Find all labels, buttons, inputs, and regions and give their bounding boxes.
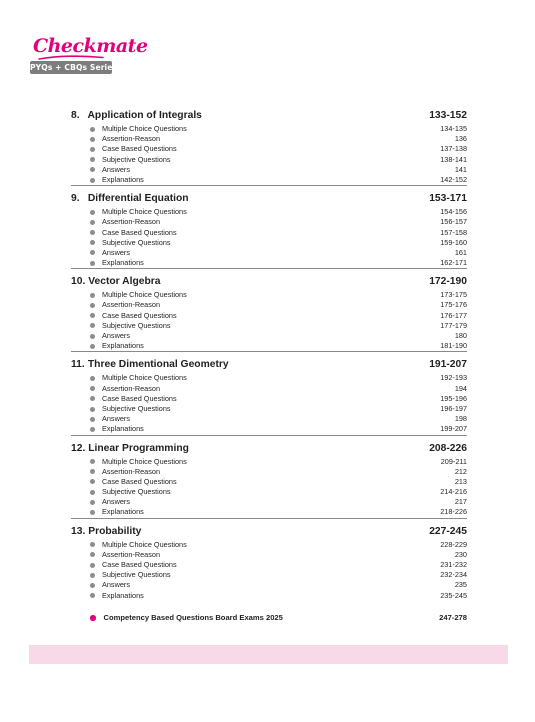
chapter-title: Vector Algebra	[88, 276, 161, 288]
chapter-number: 12.	[71, 442, 86, 454]
list-item[interactable]	[71, 580, 467, 590]
item-label: Assertion-Reason	[102, 466, 160, 476]
item-pages: 235-245	[440, 590, 467, 600]
item-pages: 137-138	[440, 144, 467, 154]
item-pages: 142-152	[440, 174, 467, 184]
item-label: Subjective Questions	[102, 237, 171, 247]
item-pages: 136	[454, 134, 467, 144]
item-label: Assertion-Reason	[102, 549, 160, 559]
chapter-heading[interactable]	[71, 523, 467, 540]
item-pages: 159-160	[440, 237, 467, 247]
chapter-number: 13.	[71, 525, 86, 537]
bullet-icon	[90, 386, 95, 391]
item-label: Multiple Choice Questions	[102, 373, 187, 383]
bullet-icon	[90, 417, 95, 422]
bullet-icon	[90, 323, 95, 328]
item-pages: 156-157	[440, 217, 467, 227]
list-item[interactable]	[71, 155, 467, 165]
item-label: Case Based Questions	[102, 310, 177, 320]
list-item[interactable]	[71, 394, 467, 404]
list-item[interactable]	[71, 424, 467, 434]
list-item[interactable]	[71, 311, 467, 321]
list-item[interactable]	[71, 550, 467, 560]
item-label: Case Based Questions	[102, 227, 177, 237]
chapter-pages: 153-171	[429, 193, 467, 205]
list-item[interactable]	[71, 341, 467, 351]
item-label: Multiple Choice Questions	[102, 290, 187, 300]
list-item[interactable]	[71, 228, 467, 238]
chapter-number: 9.	[71, 193, 80, 205]
bullet-icon	[90, 469, 95, 474]
chapter-pages: 227-245	[429, 525, 467, 537]
bullet-icon	[90, 593, 95, 598]
bullet-icon	[90, 167, 95, 172]
item-label: Multiple Choice Questions	[102, 207, 187, 217]
item-label: Answers	[102, 331, 130, 340]
item-label: Answers	[102, 164, 130, 174]
list-item[interactable]	[71, 507, 467, 517]
item-pages: 134-135	[440, 124, 467, 133]
list-item[interactable]	[71, 384, 467, 394]
list-item[interactable]	[71, 207, 467, 217]
chapter-heading[interactable]	[71, 190, 467, 207]
pink-bullet-icon	[90, 615, 96, 621]
table-of-contents	[71, 107, 467, 624]
item-pages: 231-232	[440, 560, 467, 569]
list-item[interactable]	[71, 217, 467, 227]
item-pages: 194	[454, 383, 467, 393]
item-pages: 141	[454, 164, 467, 174]
list-item[interactable]	[71, 290, 467, 300]
list-item[interactable]	[71, 497, 467, 507]
bullet-icon	[90, 459, 95, 464]
bullet-icon	[90, 479, 95, 484]
list-item[interactable]	[71, 238, 467, 248]
item-label: Assertion-Reason	[102, 217, 160, 227]
item-pages: 173-175	[440, 290, 467, 300]
chapter-pages: 133-152	[429, 110, 467, 121]
item-label: Subjective Questions	[102, 154, 171, 164]
bullet-icon	[90, 396, 95, 401]
bullet-icon	[90, 542, 95, 547]
item-pages: 218-226	[440, 507, 467, 517]
item-pages: 162-171	[440, 258, 467, 268]
bullet-icon	[90, 250, 95, 255]
competency-pages: 247-278	[439, 613, 467, 623]
item-label: Multiple Choice Questions	[102, 124, 187, 133]
bullet-icon	[90, 127, 95, 132]
list-item[interactable]	[71, 134, 467, 144]
chapter-title: Probability	[88, 525, 142, 537]
bullet-icon	[90, 376, 95, 381]
item-label: Assertion-Reason	[102, 134, 160, 144]
list-item[interactable]	[71, 560, 467, 570]
item-pages: 230	[454, 549, 467, 559]
list-item[interactable]	[71, 300, 467, 310]
item-label: Explanations	[102, 341, 144, 351]
item-label: Explanations	[102, 174, 144, 184]
list-item[interactable]	[71, 591, 467, 601]
list-item[interactable]	[71, 321, 467, 331]
item-pages: 176-177	[440, 310, 467, 320]
list-item[interactable]	[71, 414, 467, 424]
chapter-pages: 208-226	[429, 442, 467, 454]
chapter-pages: 172-190	[429, 276, 467, 288]
item-label: Assertion-Reason	[102, 383, 160, 393]
bullet-icon	[90, 240, 95, 245]
item-pages: 213	[454, 476, 467, 486]
bullet-icon	[90, 210, 95, 215]
list-item[interactable]	[71, 144, 467, 154]
chapter-number: 10.	[71, 276, 86, 288]
bullet-icon	[90, 552, 95, 557]
bullet-icon	[90, 147, 95, 152]
item-pages: 212	[454, 466, 467, 476]
chapter-entry	[71, 107, 467, 186]
item-label: Explanations	[102, 258, 144, 268]
item-pages: 161	[454, 247, 467, 257]
bullet-icon	[90, 303, 95, 308]
list-item[interactable]	[71, 175, 467, 185]
list-item[interactable]	[71, 258, 467, 268]
bullet-icon	[90, 313, 95, 318]
bullet-icon	[90, 157, 95, 162]
chapter-entry	[71, 356, 467, 435]
bullet-icon	[90, 583, 95, 588]
chapter-entry	[71, 190, 467, 269]
item-label: Case Based Questions	[102, 560, 177, 569]
item-pages: 228-229	[440, 539, 467, 549]
item-pages: 235	[454, 580, 467, 590]
item-pages: 199-207	[440, 424, 467, 434]
item-label: Multiple Choice Questions	[102, 539, 187, 549]
chapter-entry	[71, 440, 467, 519]
bullet-icon	[90, 261, 95, 266]
item-pages: 175-176	[440, 300, 467, 310]
item-label: Multiple Choice Questions	[102, 456, 187, 466]
list-item[interactable]	[71, 248, 467, 258]
item-pages: 209-211	[440, 456, 467, 466]
bullet-icon	[90, 427, 95, 432]
item-label: Assertion-Reason	[102, 300, 160, 310]
item-pages: 192-193	[440, 373, 467, 383]
bullet-icon	[90, 407, 95, 412]
list-item[interactable]	[71, 373, 467, 383]
bullet-icon	[90, 500, 95, 505]
list-item[interactable]	[71, 477, 467, 487]
bullet-icon	[90, 230, 95, 235]
item-label: Answers	[102, 414, 130, 424]
list-item[interactable]	[71, 331, 467, 341]
item-label: Explanations	[102, 507, 144, 517]
list-item[interactable]	[71, 457, 467, 467]
bullet-icon	[90, 510, 95, 515]
item-label: Subjective Questions	[102, 320, 171, 330]
item-label: Answers	[102, 580, 130, 590]
chapter-entry	[71, 273, 467, 352]
item-label: Subjective Questions	[102, 487, 171, 497]
bullet-icon	[90, 563, 95, 568]
item-pages: 232-234	[440, 570, 467, 580]
item-pages: 138-141	[440, 154, 467, 164]
chapter-heading[interactable]	[71, 440, 467, 457]
list-item[interactable]	[71, 124, 467, 134]
chapter-pages: 191-207	[429, 359, 467, 371]
item-label: Explanations	[102, 424, 144, 434]
bullet-icon	[90, 344, 95, 349]
item-label: Case Based Questions	[102, 393, 177, 403]
bullet-icon	[90, 220, 95, 225]
item-label: Subjective Questions	[102, 570, 171, 580]
competency-label: Competency Based Questions Board Exams 2025	[103, 613, 283, 623]
item-pages: 198	[454, 414, 467, 424]
brand-name: Checkmate	[33, 35, 148, 57]
item-label: Answers	[102, 247, 130, 257]
chapter-entry	[71, 523, 467, 601]
list-item[interactable]	[71, 487, 467, 497]
chapter-heading[interactable]	[71, 273, 467, 290]
chapter-title: Linear Programming	[88, 442, 189, 454]
list-item[interactable]	[71, 570, 467, 580]
list-item[interactable]	[71, 165, 467, 175]
item-pages: 196-197	[440, 403, 467, 413]
bullet-icon	[90, 178, 95, 183]
item-label: Answers	[102, 497, 130, 507]
item-pages: 154-156	[440, 207, 467, 217]
item-pages: 195-196	[440, 393, 467, 403]
chapter-number: 8.	[71, 110, 80, 121]
checkmate-logo	[30, 35, 148, 74]
list-item[interactable]	[71, 540, 467, 550]
bullet-icon	[90, 293, 95, 298]
item-label: Subjective Questions	[102, 403, 171, 413]
chapter-title: Application of Integrals	[87, 110, 202, 121]
item-label: Explanations	[102, 590, 144, 600]
chapter-heading[interactable]	[71, 356, 467, 373]
bullet-icon	[90, 490, 95, 495]
item-pages: 214-216	[440, 487, 467, 497]
chapter-title: Differential Equation	[87, 193, 189, 205]
item-label: Case Based Questions	[102, 144, 177, 154]
item-pages: 157-158	[440, 227, 467, 237]
item-pages: 177-179	[440, 320, 467, 330]
bullet-icon	[90, 137, 95, 142]
item-pages: 180	[454, 331, 467, 340]
chapter-heading[interactable]	[71, 107, 467, 124]
footer-band	[29, 645, 508, 664]
bullet-icon	[90, 334, 95, 339]
list-item[interactable]	[71, 467, 467, 477]
chapter-title: Three Dimentional Geometry	[87, 359, 229, 371]
series-badge: PYQs + CBQs Series	[30, 63, 118, 72]
chapter-number: 11.	[71, 359, 85, 371]
item-pages: 181-190	[440, 341, 467, 351]
competency-entry[interactable]	[71, 612, 467, 624]
item-pages: 217	[454, 497, 467, 507]
item-label: Case Based Questions	[102, 476, 177, 486]
list-item[interactable]	[71, 404, 467, 414]
bullet-icon	[90, 573, 95, 578]
